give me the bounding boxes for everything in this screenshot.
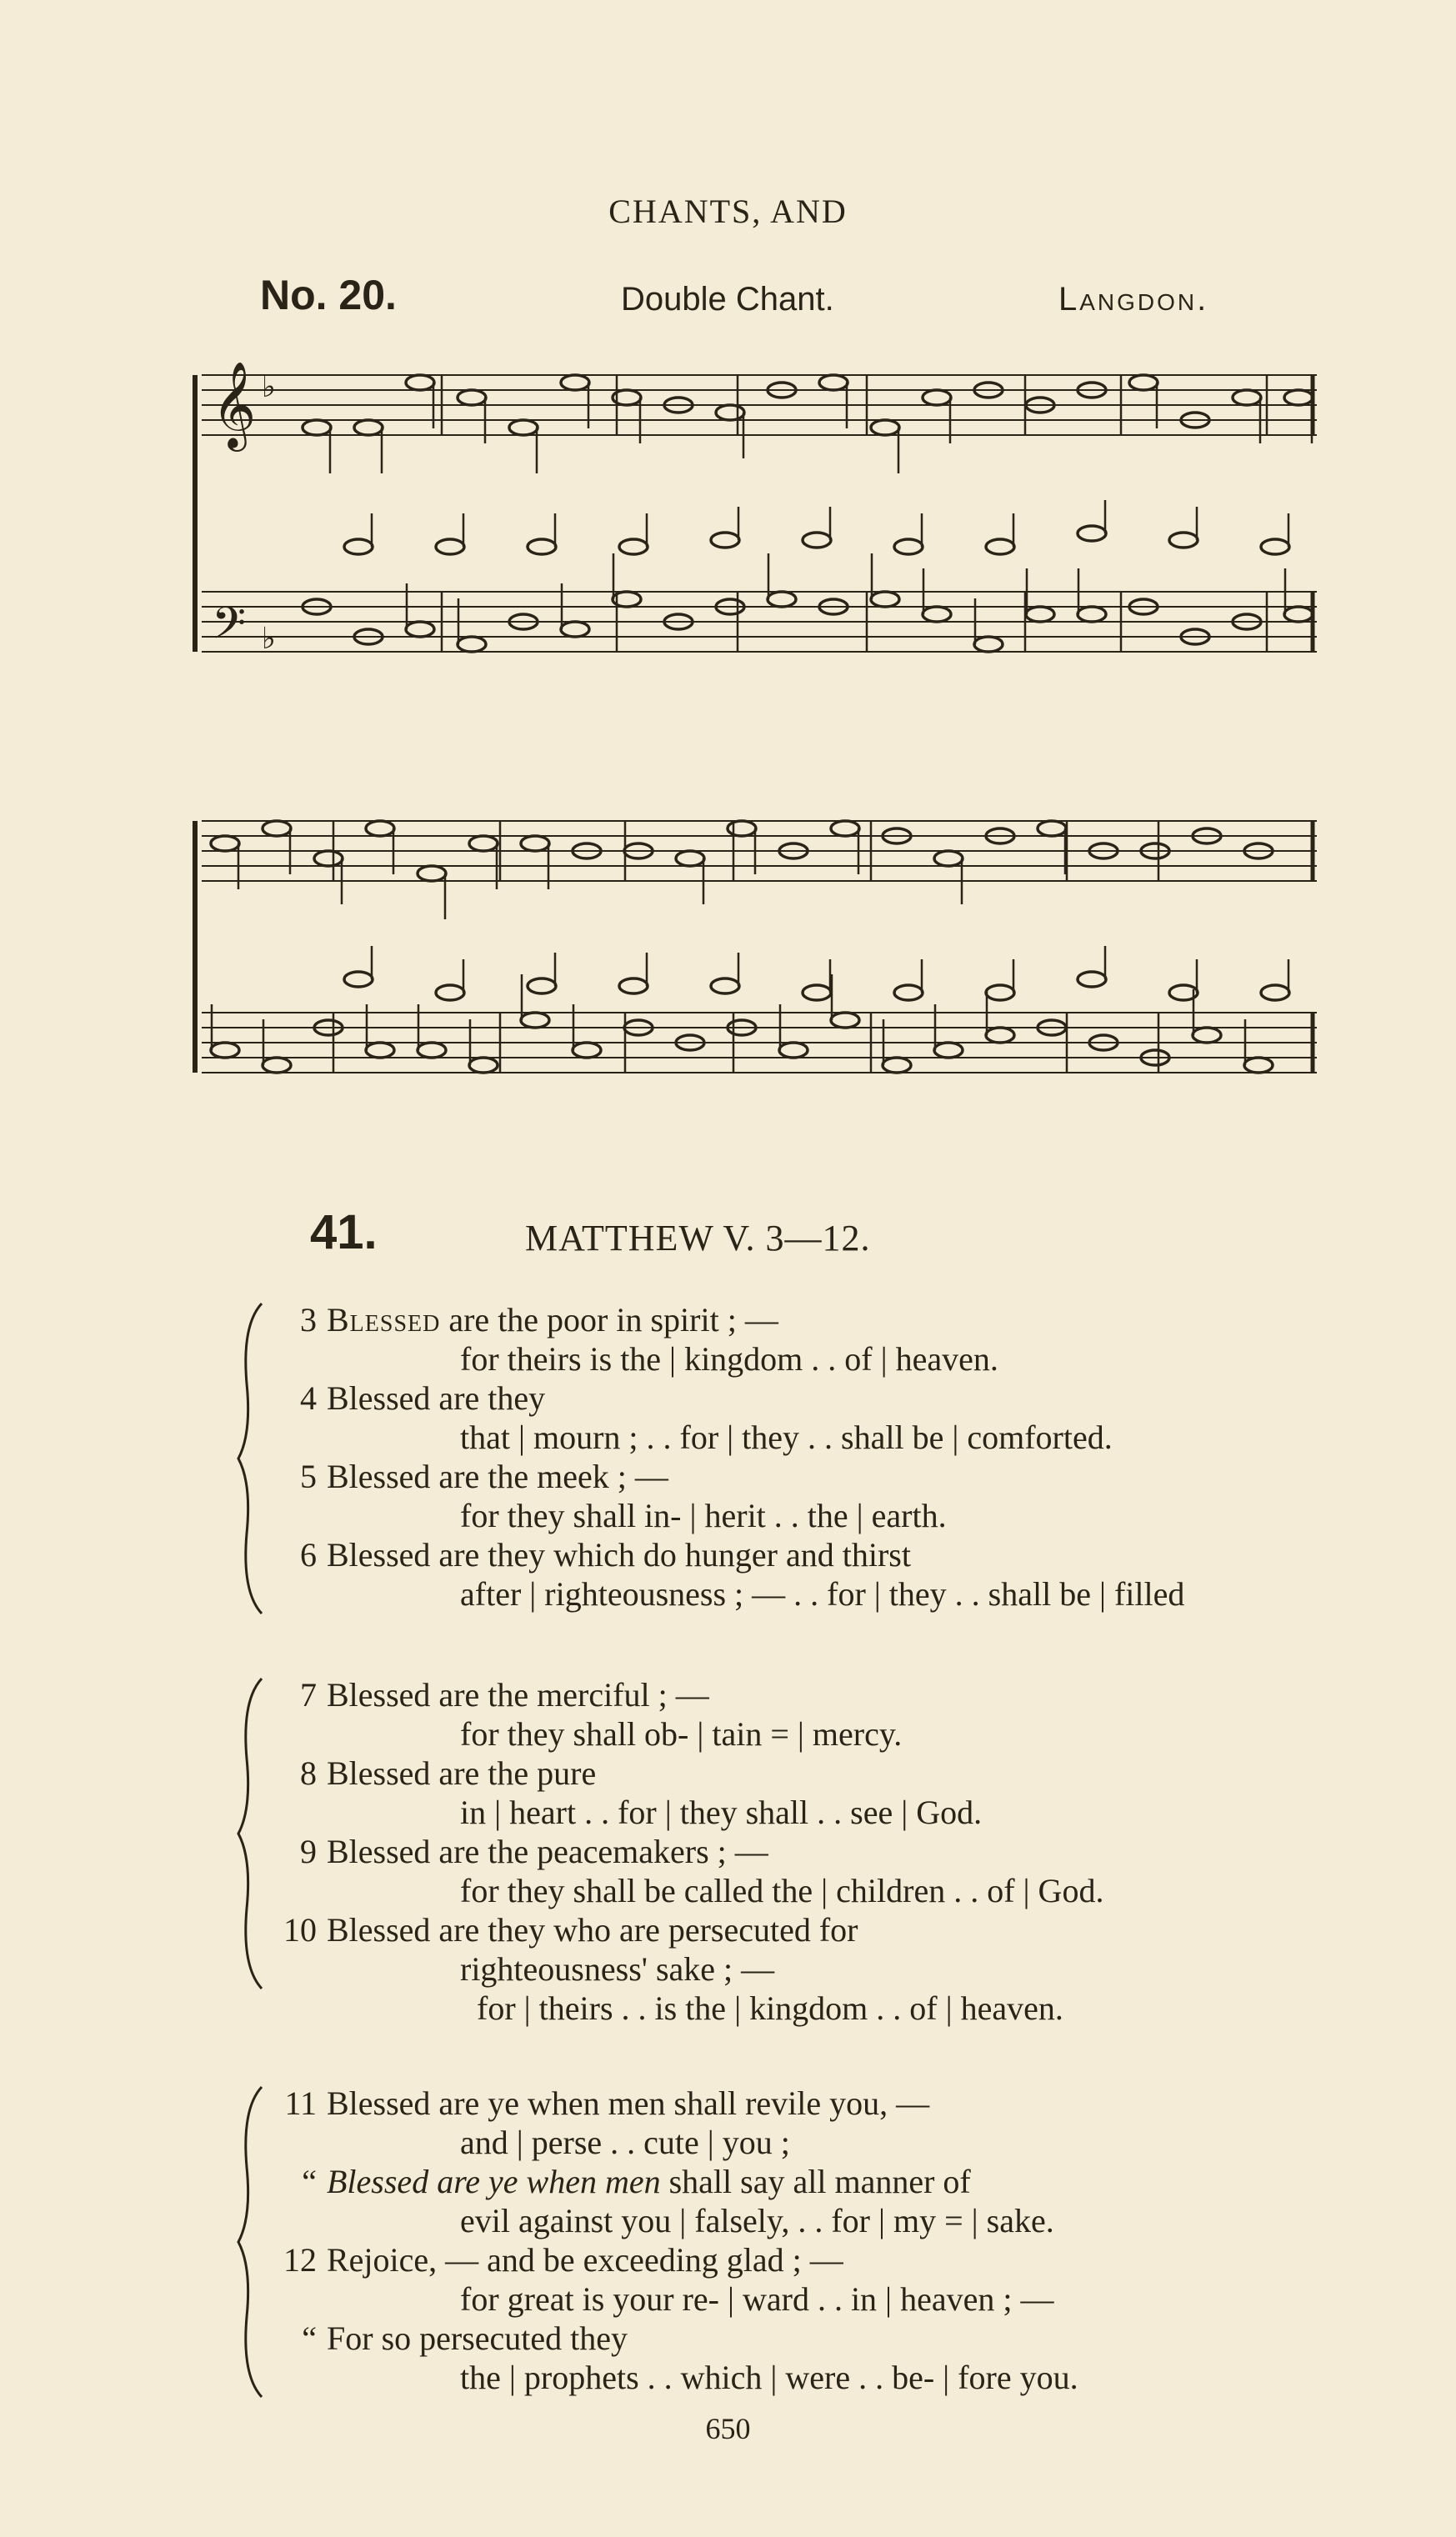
note-head [528, 539, 556, 554]
note-head [521, 1013, 549, 1028]
note-head [561, 622, 589, 637]
verse-group-2 [235, 1675, 1343, 2034]
note-head [1078, 607, 1106, 622]
selection-title: MATTHEW V. 3—12. [525, 1218, 871, 1258]
note-head [1078, 526, 1106, 541]
verse-text: the | prophets . . which | were . . be- | fore you. [460, 2359, 1078, 2396]
note-head [986, 539, 1014, 554]
note-head [619, 539, 648, 554]
verse-text: evil against you | falsely, . . for | my = | sake. [460, 2202, 1054, 2239]
verse-line [268, 1910, 858, 1949]
verse-line [268, 1300, 778, 1339]
verse-text: for great is your re- | ward . . in | heaven ; — [460, 2280, 1054, 2318]
verse-group-1 [235, 1300, 1343, 1617]
note-head [619, 978, 648, 993]
note-head [923, 607, 951, 622]
note-head [831, 1013, 859, 1028]
note-head [366, 821, 394, 836]
verse-text: Blessed are the merciful ; — [327, 1676, 709, 1714]
note-head [894, 539, 923, 554]
verse-text: for they shall be called the | children . . of | God. [460, 1872, 1104, 1909]
verse-number: 10 [283, 1911, 317, 1949]
note-head [458, 637, 486, 652]
note-head [1233, 390, 1261, 405]
note-head [1193, 1028, 1221, 1043]
note-head [1026, 607, 1054, 622]
note-head [436, 539, 464, 554]
verse-number: 9 [300, 1833, 317, 1870]
note-head [1078, 972, 1106, 987]
flat-icon: ♭ [262, 370, 276, 404]
note-head [1169, 533, 1198, 548]
note-head [923, 390, 951, 405]
note-head [528, 978, 556, 993]
treble-clef-icon: 𝄞 [212, 361, 257, 448]
note-head [1129, 375, 1158, 390]
verse-text: Blessed are they [327, 1379, 546, 1417]
note-head [406, 622, 434, 637]
verse-number: 5 [300, 1458, 317, 1495]
note-head [469, 836, 498, 851]
note-head [1284, 390, 1313, 405]
verse-line [268, 2279, 1053, 2319]
verse-number: 12 [283, 2241, 317, 2279]
verse-line [268, 1418, 1113, 1457]
verse-number: 4 [300, 1379, 317, 1417]
verse-text: Blessed are they who are persecuted for [327, 1911, 858, 1949]
verse-text: Blessed are the meek ; — [327, 1458, 668, 1495]
verse-text: Blessed are the peacemakers ; — [327, 1833, 768, 1870]
verse-line [268, 1574, 1184, 1614]
note-head [521, 836, 549, 851]
note-head [303, 420, 331, 435]
verse-line [268, 1457, 668, 1496]
note-head [803, 533, 831, 548]
note-head [211, 836, 239, 851]
note-head [314, 851, 343, 866]
verse-text: Blessed are they which do hunger and thirst [327, 1536, 911, 1574]
music-system-2 [192, 796, 1325, 1129]
group-brace [235, 1300, 268, 1617]
verse-text: shall say all manner of [660, 2163, 971, 2200]
note-head [711, 978, 739, 993]
verse-text: for they shall in- | herit . . the | earth. [460, 1497, 947, 1534]
note-head [418, 866, 446, 881]
verse-group-3 [235, 2084, 1343, 2400]
note-head [871, 420, 899, 435]
note-head [263, 1058, 291, 1073]
note-head [354, 420, 383, 435]
note-head [934, 851, 963, 866]
verse-line [268, 1339, 998, 1379]
chant-type: Double Chant. [621, 281, 834, 318]
note-head [1261, 539, 1289, 554]
note-head [406, 375, 434, 390]
page-number: 650 [705, 2412, 751, 2445]
music-system-1 [192, 350, 1325, 692]
verse-line [268, 2084, 929, 2123]
verse-line [268, 1949, 774, 1989]
selection-number: 41. [310, 1205, 378, 1259]
note-head [768, 592, 796, 607]
verse-line [268, 1832, 768, 1871]
group-brace [235, 2084, 268, 2400]
note-head [819, 375, 848, 390]
verse-text: Blessed are ye when men shall revile you, — [327, 2084, 930, 2122]
note-head [894, 985, 923, 1000]
verse-line [268, 1379, 545, 1418]
verse-line [268, 2123, 790, 2162]
note-head [779, 1043, 808, 1058]
verse-line [268, 1871, 1103, 1910]
verse-text: Rejoice, — and be exceeding glad ; — [327, 2241, 843, 2279]
note-head [831, 821, 859, 836]
verse-line [268, 1989, 1063, 2028]
note-head [1038, 821, 1066, 836]
note-head [573, 1043, 601, 1058]
note-head [509, 420, 538, 435]
note-head [871, 592, 899, 607]
verse-text: Blessed are the pure [327, 1754, 597, 1792]
note-head [711, 533, 739, 548]
note-head [418, 1043, 446, 1058]
note-head [344, 539, 373, 554]
note-head [436, 985, 464, 1000]
note-head [974, 637, 1003, 652]
verse-text: for | theirs . . is the | kingdom . . of | heaven. [477, 1989, 1063, 2027]
chant-number: No. 20. [260, 272, 397, 318]
verse-line [268, 1496, 947, 1535]
verse-number: 11 [284, 2084, 317, 2122]
verse-text: that | mourn ; . . for | they . . shall be | comforted. [460, 1419, 1113, 1456]
verse-lead-word: Blessed [327, 1301, 441, 1339]
note-head [728, 821, 756, 836]
verse-text: for theirs is the | kingdom . . of | heaven. [460, 1340, 998, 1378]
note-head [986, 985, 1014, 1000]
verse-text: are the poor in spirit ; — [440, 1301, 778, 1339]
note-head [458, 390, 486, 405]
verse-line [268, 1754, 596, 1793]
verse-line [268, 2240, 843, 2279]
verse-text: righteousness' sake ; — [460, 1950, 775, 1988]
note-head [716, 405, 744, 420]
verse-line [268, 1675, 709, 1714]
verse-number: “ [302, 2319, 317, 2357]
note-head [934, 1043, 963, 1058]
verse-line [268, 1793, 982, 1832]
note-head [986, 1028, 1014, 1043]
verse-text: in | heart . . for | they shall . . see | God. [460, 1794, 983, 1831]
verse-number: 3 [300, 1301, 317, 1339]
verse-line [268, 2358, 1078, 2397]
verse-number: 6 [300, 1536, 317, 1574]
verse-italic: Blessed are ye when men [327, 2163, 661, 2200]
note-head [344, 972, 373, 987]
verse-text: For so persecuted they [327, 2319, 628, 2357]
note-head [263, 821, 291, 836]
verse-line [268, 2201, 1054, 2240]
verse-line [268, 2319, 628, 2358]
note-head [469, 1058, 498, 1073]
verse-number: 7 [300, 1676, 317, 1714]
verse-line [268, 1535, 911, 1574]
verse-number: “ [302, 2163, 317, 2200]
verse-text: after | righteousness ; — . . for | they . . shall be | filled [460, 1575, 1185, 1613]
verse-number: 8 [300, 1754, 317, 1792]
verse-text: for they shall ob- | tain = | mercy. [460, 1715, 903, 1753]
note-head [211, 1043, 239, 1058]
composer-name: Langdon. [1058, 281, 1209, 318]
verse-line [268, 1714, 902, 1754]
note-head [1261, 985, 1289, 1000]
flat-icon: ♭ [262, 622, 276, 656]
running-head: CHANTS, AND [608, 193, 848, 230]
group-brace [235, 1675, 268, 1992]
note-head [561, 375, 589, 390]
note-head [1284, 607, 1313, 622]
note-head [366, 1043, 394, 1058]
note-head [1244, 1058, 1273, 1073]
bass-clef-icon: 𝄢 [212, 598, 247, 660]
verse-line [268, 2162, 971, 2201]
note-head [883, 1058, 911, 1073]
note-head [676, 851, 704, 866]
verse-text: and | perse . . cute | you ; [460, 2124, 790, 2161]
note-head [803, 985, 831, 1000]
